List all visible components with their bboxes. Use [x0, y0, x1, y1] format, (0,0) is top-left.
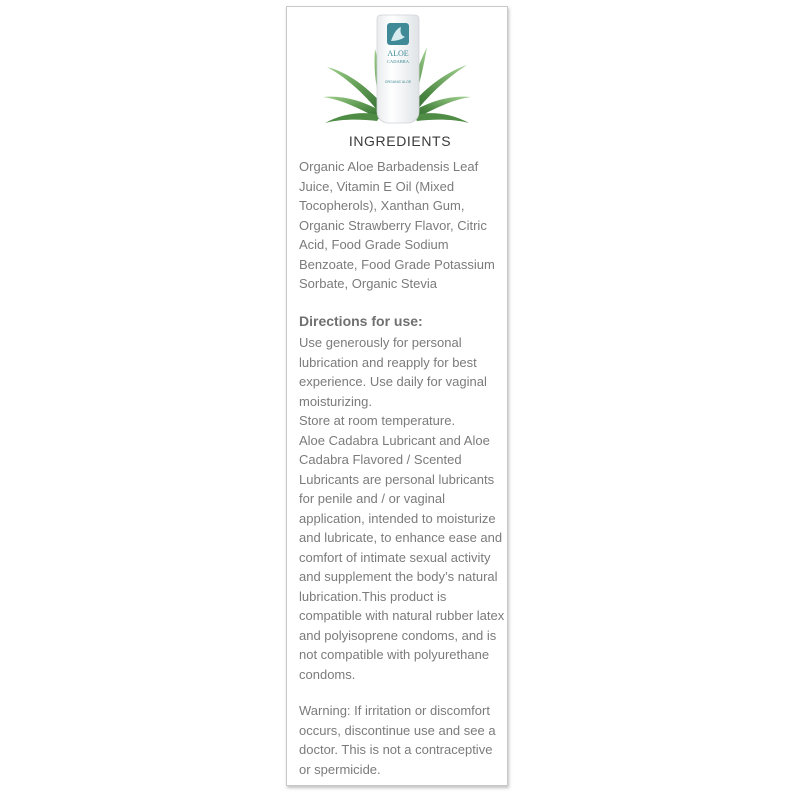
svg-text:CADABRA: CADABRA — [386, 59, 410, 64]
ingredients-card — [286, 6, 508, 786]
directions-heading: Directions for use: — [299, 313, 423, 329]
product-image — [287, 7, 507, 135]
aloe-leaves-icon — [287, 7, 507, 135]
directions-text — [299, 333, 505, 684]
aloe-bottle-icon — [377, 15, 419, 123]
directions-usage: Use generously for personal lubrication and reapply for best experience. Use daily for vaginal moisturizing. — [299, 335, 487, 409]
warning-text: Warning: If irritation or discomfort occurs, discontinue use and see a doctor. This is not a contraceptive or spermicide. — [299, 703, 496, 777]
directions-description: Aloe Cadabra Lubricant and Aloe Cadabra Flavored / Scented Lubricants are personal lubricants for penile and / or vaginal application, intended to moisturize and lubricate, to enhance ease and comfort of intimate sexual activity and supplement the body’s natural lubrication.This product is compatible with natural rubber latex and polyisoprene condoms, and is not compatible with polyurethane condoms. — [299, 432, 505, 682]
ingredients-heading: INGREDIENTS — [348, 133, 452, 149]
ingredients-text: Organic Aloe Barbadensis Leaf Juice, Vitamin E Oil (Mixed Tocopherols), Xanthan Gum, Organic Strawberry Flavor, Citric Acid, Food Grade Sodium Benzoate, Food Grade Potassium Sorbate, Organic Stevia — [299, 159, 495, 291]
svg-text:ALOE: ALOE — [387, 49, 409, 58]
svg-text:ORGANIC ALOE: ORGANIC ALOE — [384, 80, 412, 84]
directions-storage: Store at room temperature. — [299, 413, 456, 428]
